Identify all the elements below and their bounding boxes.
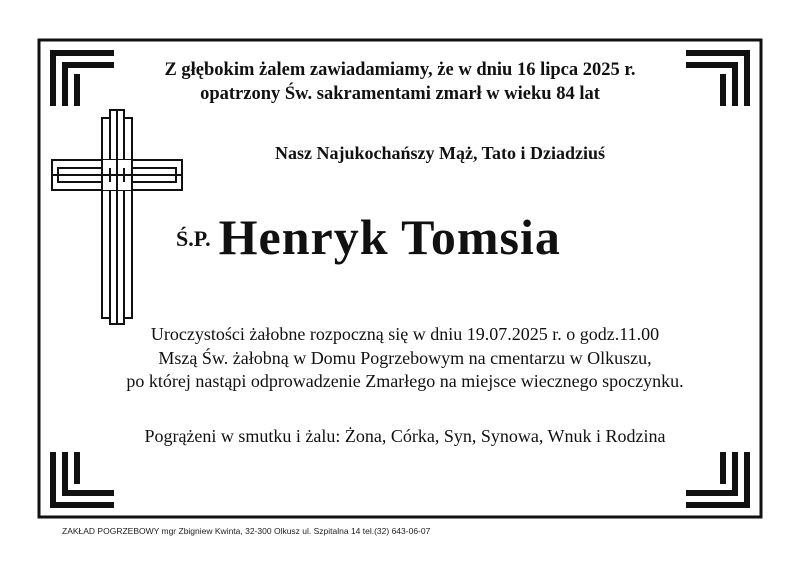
intro-line: opatrzony Św. sakramentami zmarł w wieku 84 lat: [200, 84, 600, 104]
corner-ornament-icon: [50, 452, 114, 508]
relation-line: Nasz Najukochańszy Mąż, Tato i Dziadziuś: [275, 143, 606, 163]
funeral-home-footer: ZAKŁAD POGRZEBOWY mgr Zbigniew Kwinta, 32-300 Olkusz ul. Szpitalna 14 tel.(32) 643-06-07: [62, 526, 431, 536]
deceased-name: Henryk Tomsia: [218, 209, 561, 265]
deceased-name-row: [176, 208, 561, 266]
ceremony-line: Uroczystości żałobne rozpoczną się w dniu 19.07.2025 r. o godz.11.00: [150, 324, 660, 344]
intro-line: Z głębokim żalem zawiadamiamy, że w dniu 16 lipca 2025 r.: [164, 60, 636, 80]
mourners-line: Pogrążeni w smutku i żalu: Żona, Córka, Syn, Synowa, Wnuk i Rodzina: [144, 426, 666, 446]
corner-ornament-icon: [686, 452, 750, 508]
cross-icon: [52, 110, 182, 324]
ceremony-line: Mszą Św. żałobną w Domu Pogrzebowym na cmentarzu w Olkuszu,: [158, 347, 652, 368]
ceremony-line: po której nastąpi odprowadzenie Zmarłego na miejsce wiecznego spoczynku.: [126, 371, 684, 391]
intro-text: [35, 58, 765, 106]
ceremony-details: [60, 323, 750, 394]
name-prefix: Ś.P.: [176, 226, 211, 251]
